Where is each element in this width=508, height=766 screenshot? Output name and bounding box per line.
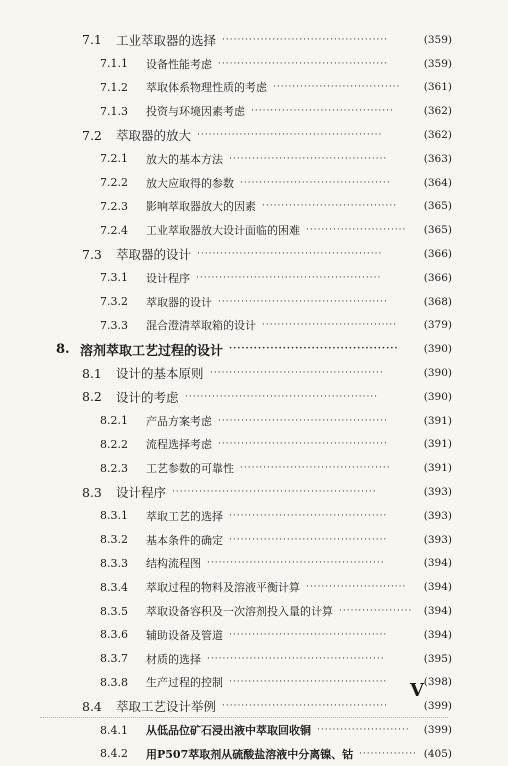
toc-leader-dots: ···················: [339, 606, 413, 617]
toc-entry[interactable]: [0, 242, 508, 266]
toc-entry-page: (399): [423, 700, 452, 713]
toc-leader-dots: ···········································: [222, 34, 389, 45]
toc-entry-title: 萃取器的设计: [116, 247, 192, 263]
toc-leader-dots: ···································: [262, 320, 398, 331]
toc-entry-title: 萃取器的设计: [146, 295, 212, 309]
toc-entry-page: (399): [423, 724, 452, 736]
toc-entry[interactable]: [0, 480, 508, 504]
toc-entry-title: 萃取工艺设计举例: [116, 699, 217, 715]
toc-entry-title: 投资与环境因素考虑: [146, 105, 245, 119]
toc-entry-title: 辅助设备及管道: [146, 628, 223, 642]
toc-entry[interactable]: [0, 218, 508, 242]
toc-entry[interactable]: [0, 361, 508, 385]
toc-entry-title: 设计的考虑: [116, 389, 179, 405]
toc-leader-dots: ·········································: [229, 510, 388, 521]
toc-entry[interactable]: [0, 337, 508, 361]
toc-leader-dots: ··························: [306, 582, 407, 593]
toc-leader-dots: ············································: [218, 58, 388, 69]
toc-entry-number: 7.2.1: [100, 152, 128, 166]
toc-entry-title: 影响萃取器放大的因素: [146, 200, 256, 214]
toc-entry-number: 8.3.7: [100, 652, 128, 666]
toc-leader-dots: ··························: [306, 225, 407, 236]
toc-entry[interactable]: [0, 433, 508, 457]
toc-entry-number: 8.3.2: [100, 533, 128, 547]
toc-entry[interactable]: [0, 456, 508, 480]
toc-entry-number: 7.2: [82, 127, 102, 143]
toc-entry[interactable]: [0, 195, 508, 219]
toc-entry-number: 8.2.1: [100, 414, 128, 428]
toc-entry-number: 8.2.3: [100, 461, 128, 475]
toc-entry-number: 8.2.2: [100, 437, 128, 451]
toc-entry-title: 放大的基本方法: [146, 152, 223, 166]
toc-leader-dots: ·······································: [240, 463, 391, 474]
toc-leader-dots: ··················································: [185, 391, 379, 402]
toc-entry-title: 流程选择考虑: [146, 438, 212, 452]
toc-entry[interactable]: [0, 123, 508, 147]
toc-entry-number: 7.2.4: [100, 223, 128, 237]
toc-entry-page: (393): [423, 533, 452, 546]
toc-entry[interactable]: [0, 575, 508, 599]
toc-leader-dots: ···········································: [222, 701, 389, 712]
toc-entry-title: 产品方案考虑: [146, 414, 212, 428]
toc-entry-number: 7.3.1: [100, 271, 128, 285]
toc-entry-number: 8.2: [82, 389, 102, 405]
toc-leader-dots: ·····································: [251, 106, 394, 117]
toc-entry-page: (366): [423, 248, 452, 261]
toc-entry-page: (362): [423, 105, 452, 118]
toc-entry-number: 7.1: [82, 32, 102, 48]
toc-entry-page: (394): [423, 581, 452, 594]
toc-entry-page: (366): [423, 271, 452, 284]
toc-leader-dots: ·································: [273, 82, 401, 93]
toc-leader-dots: ············································: [218, 415, 388, 426]
toc-entry-title: 工艺参数的可靠性: [146, 462, 234, 476]
toc-entry-number: 8.3: [82, 484, 102, 500]
toc-entry[interactable]: [0, 28, 508, 52]
toc-entry-title: 萃取器的放大: [116, 128, 192, 144]
toc-entry-number: 8.3.6: [100, 628, 128, 642]
toc-leader-dots: ·············································: [210, 368, 384, 379]
toc-entry-number: 7.3.2: [100, 295, 128, 309]
toc-entry-title: 放大应取得的参数: [146, 176, 234, 190]
toc-entry-number: 8.4: [82, 698, 102, 714]
toc-entry-title: 设计的基本原则: [116, 366, 204, 382]
toc-entry-number: 8.3.3: [100, 556, 128, 570]
toc-entry[interactable]: [0, 266, 508, 290]
toc-entry-title: 从低品位矿石浸出液中萃取回收铜: [146, 724, 311, 737]
toc-entry-page: (365): [423, 224, 452, 237]
toc-leader-dots: ························: [317, 725, 410, 735]
toc-entry-title: 用P507萃取剂从硫酸盐溶液中分离镍、钴: [146, 747, 354, 761]
toc-entry-title: 工业萃取器的选择: [116, 32, 217, 48]
toc-entry-page: (359): [423, 33, 452, 46]
toc-entry-title: 基本条件的确定: [146, 533, 223, 547]
toc-entry-page: (393): [423, 486, 452, 499]
toc-entry-title: 工业萃取器放大设计面临的困难: [146, 224, 300, 238]
toc-entry[interactable]: [0, 52, 508, 76]
toc-entry[interactable]: [0, 504, 508, 528]
toc-leader-dots: ············································: [218, 296, 388, 307]
toc-entry-page: (394): [423, 605, 452, 618]
toc-entry-page: (361): [423, 81, 452, 94]
toc-entry[interactable]: [0, 599, 508, 623]
toc-entry-title: 萃取工艺的选择: [146, 509, 223, 523]
toc-entry-title: 设计程序: [116, 485, 167, 501]
toc-leader-dots: ·········································: [229, 629, 388, 640]
toc-entry-page: (359): [423, 57, 452, 70]
toc-entry-title: 设计程序: [146, 271, 190, 285]
toc-entry[interactable]: [0, 409, 508, 433]
toc-entry-page: (390): [423, 343, 452, 356]
toc-entry-page: (394): [423, 628, 452, 641]
toc-entry[interactable]: [0, 147, 508, 171]
toc-entry-number: 7.1.1: [100, 57, 128, 71]
toc-entry-number: 8.4.2: [100, 747, 128, 761]
toc-entry-title: 溶剂萃取工艺过程的设计: [80, 343, 224, 359]
toc-entry-number: 7.2.2: [100, 176, 128, 190]
toc-entry[interactable]: [0, 99, 508, 123]
toc-leader-dots: ·····················································: [172, 487, 377, 498]
toc-leader-dots: ·········································: [229, 344, 399, 355]
toc-entry-number: 7.3.3: [100, 318, 128, 332]
toc-entry-number: 8.4.1: [100, 723, 128, 737]
toc-entry[interactable]: [0, 647, 508, 671]
toc-entry-page: (393): [423, 509, 452, 522]
toc-entry[interactable]: [0, 671, 508, 695]
toc-leader-dots: ··············································: [207, 558, 385, 569]
toc-entry-number: 7.3: [82, 246, 102, 262]
toc-entry-page: (363): [423, 152, 452, 165]
toc-entry-page: (395): [423, 652, 452, 665]
toc-leader-dots: ············································: [218, 439, 388, 450]
toc-entry[interactable]: [0, 718, 508, 742]
toc-entry-page: (391): [423, 414, 452, 427]
table-of-contents: [0, 28, 508, 766]
toc-entry[interactable]: [0, 528, 508, 552]
toc-entry-page: (379): [423, 319, 452, 332]
toc-entry-page: (394): [423, 557, 452, 570]
toc-entry-number: 7.1.3: [100, 104, 128, 118]
toc-leader-dots: ················································: [197, 249, 383, 260]
toc-entry-page: (390): [423, 367, 452, 380]
toc-leader-dots: ···············: [359, 748, 417, 759]
toc-entry-title: 萃取设备容积及一次溶剂投入量的计算: [146, 605, 333, 619]
toc-entry-number: 7.2.3: [100, 199, 128, 213]
toc-entry-number: 8.: [56, 341, 70, 357]
toc-entry-title: 生产过程的控制: [146, 676, 223, 690]
toc-entry[interactable]: [0, 76, 508, 100]
scan-artifact-divider: [40, 715, 448, 718]
toc-entry-page: (362): [423, 129, 452, 142]
toc-leader-dots: ················································: [197, 130, 383, 141]
toc-leader-dots: ·······································: [240, 177, 391, 188]
toc-entry-number: 8.3.4: [100, 580, 128, 594]
toc-entry[interactable]: [0, 171, 508, 195]
toc-entry-page: (398): [423, 676, 452, 689]
toc-leader-dots: ················································: [196, 272, 382, 283]
page-number: V: [410, 680, 424, 701]
toc-entry-page: (365): [423, 200, 452, 213]
toc-entry-number: 8.3.5: [100, 604, 128, 618]
toc-entry-page: (368): [423, 295, 452, 308]
toc-entry-page: (391): [423, 462, 452, 475]
toc-leader-dots: ···································: [262, 201, 398, 212]
toc-leader-dots: ··············································: [207, 653, 385, 664]
toc-leader-dots: ·········································: [229, 153, 388, 164]
toc-entry[interactable]: [0, 623, 508, 647]
toc-entry-number: 8.3.1: [100, 509, 128, 523]
toc-leader-dots: ·········································: [229, 677, 388, 688]
toc-entry[interactable]: [0, 552, 508, 576]
toc-leader-dots: ·········································: [229, 534, 388, 545]
toc-entry-page: (364): [423, 176, 452, 189]
toc-entry[interactable]: [0, 385, 508, 409]
toc-entry[interactable]: [0, 290, 508, 314]
toc-entry-page: (405): [423, 747, 452, 760]
toc-entry-number: 8.3.8: [100, 675, 128, 689]
toc-entry-title: 材质的选择: [146, 652, 201, 666]
toc-entry-title: 设备性能考虑: [146, 57, 212, 71]
toc-entry-number: 8.1: [82, 365, 102, 381]
toc-entry-number: 7.1.2: [100, 80, 128, 94]
toc-entry-title: 萃取过程的物料及溶液平衡计算: [146, 581, 300, 595]
toc-entry-title: 混合澄清萃取箱的设计: [146, 319, 256, 333]
toc-entry[interactable]: [0, 314, 508, 338]
toc-entry-title: 萃取体系物理性质的考虑: [146, 81, 267, 95]
toc-entry-page: (390): [423, 390, 452, 403]
toc-entry[interactable]: [0, 742, 508, 766]
toc-entry-title: 结构流程图: [146, 557, 201, 571]
toc-entry-page: (391): [423, 438, 452, 451]
